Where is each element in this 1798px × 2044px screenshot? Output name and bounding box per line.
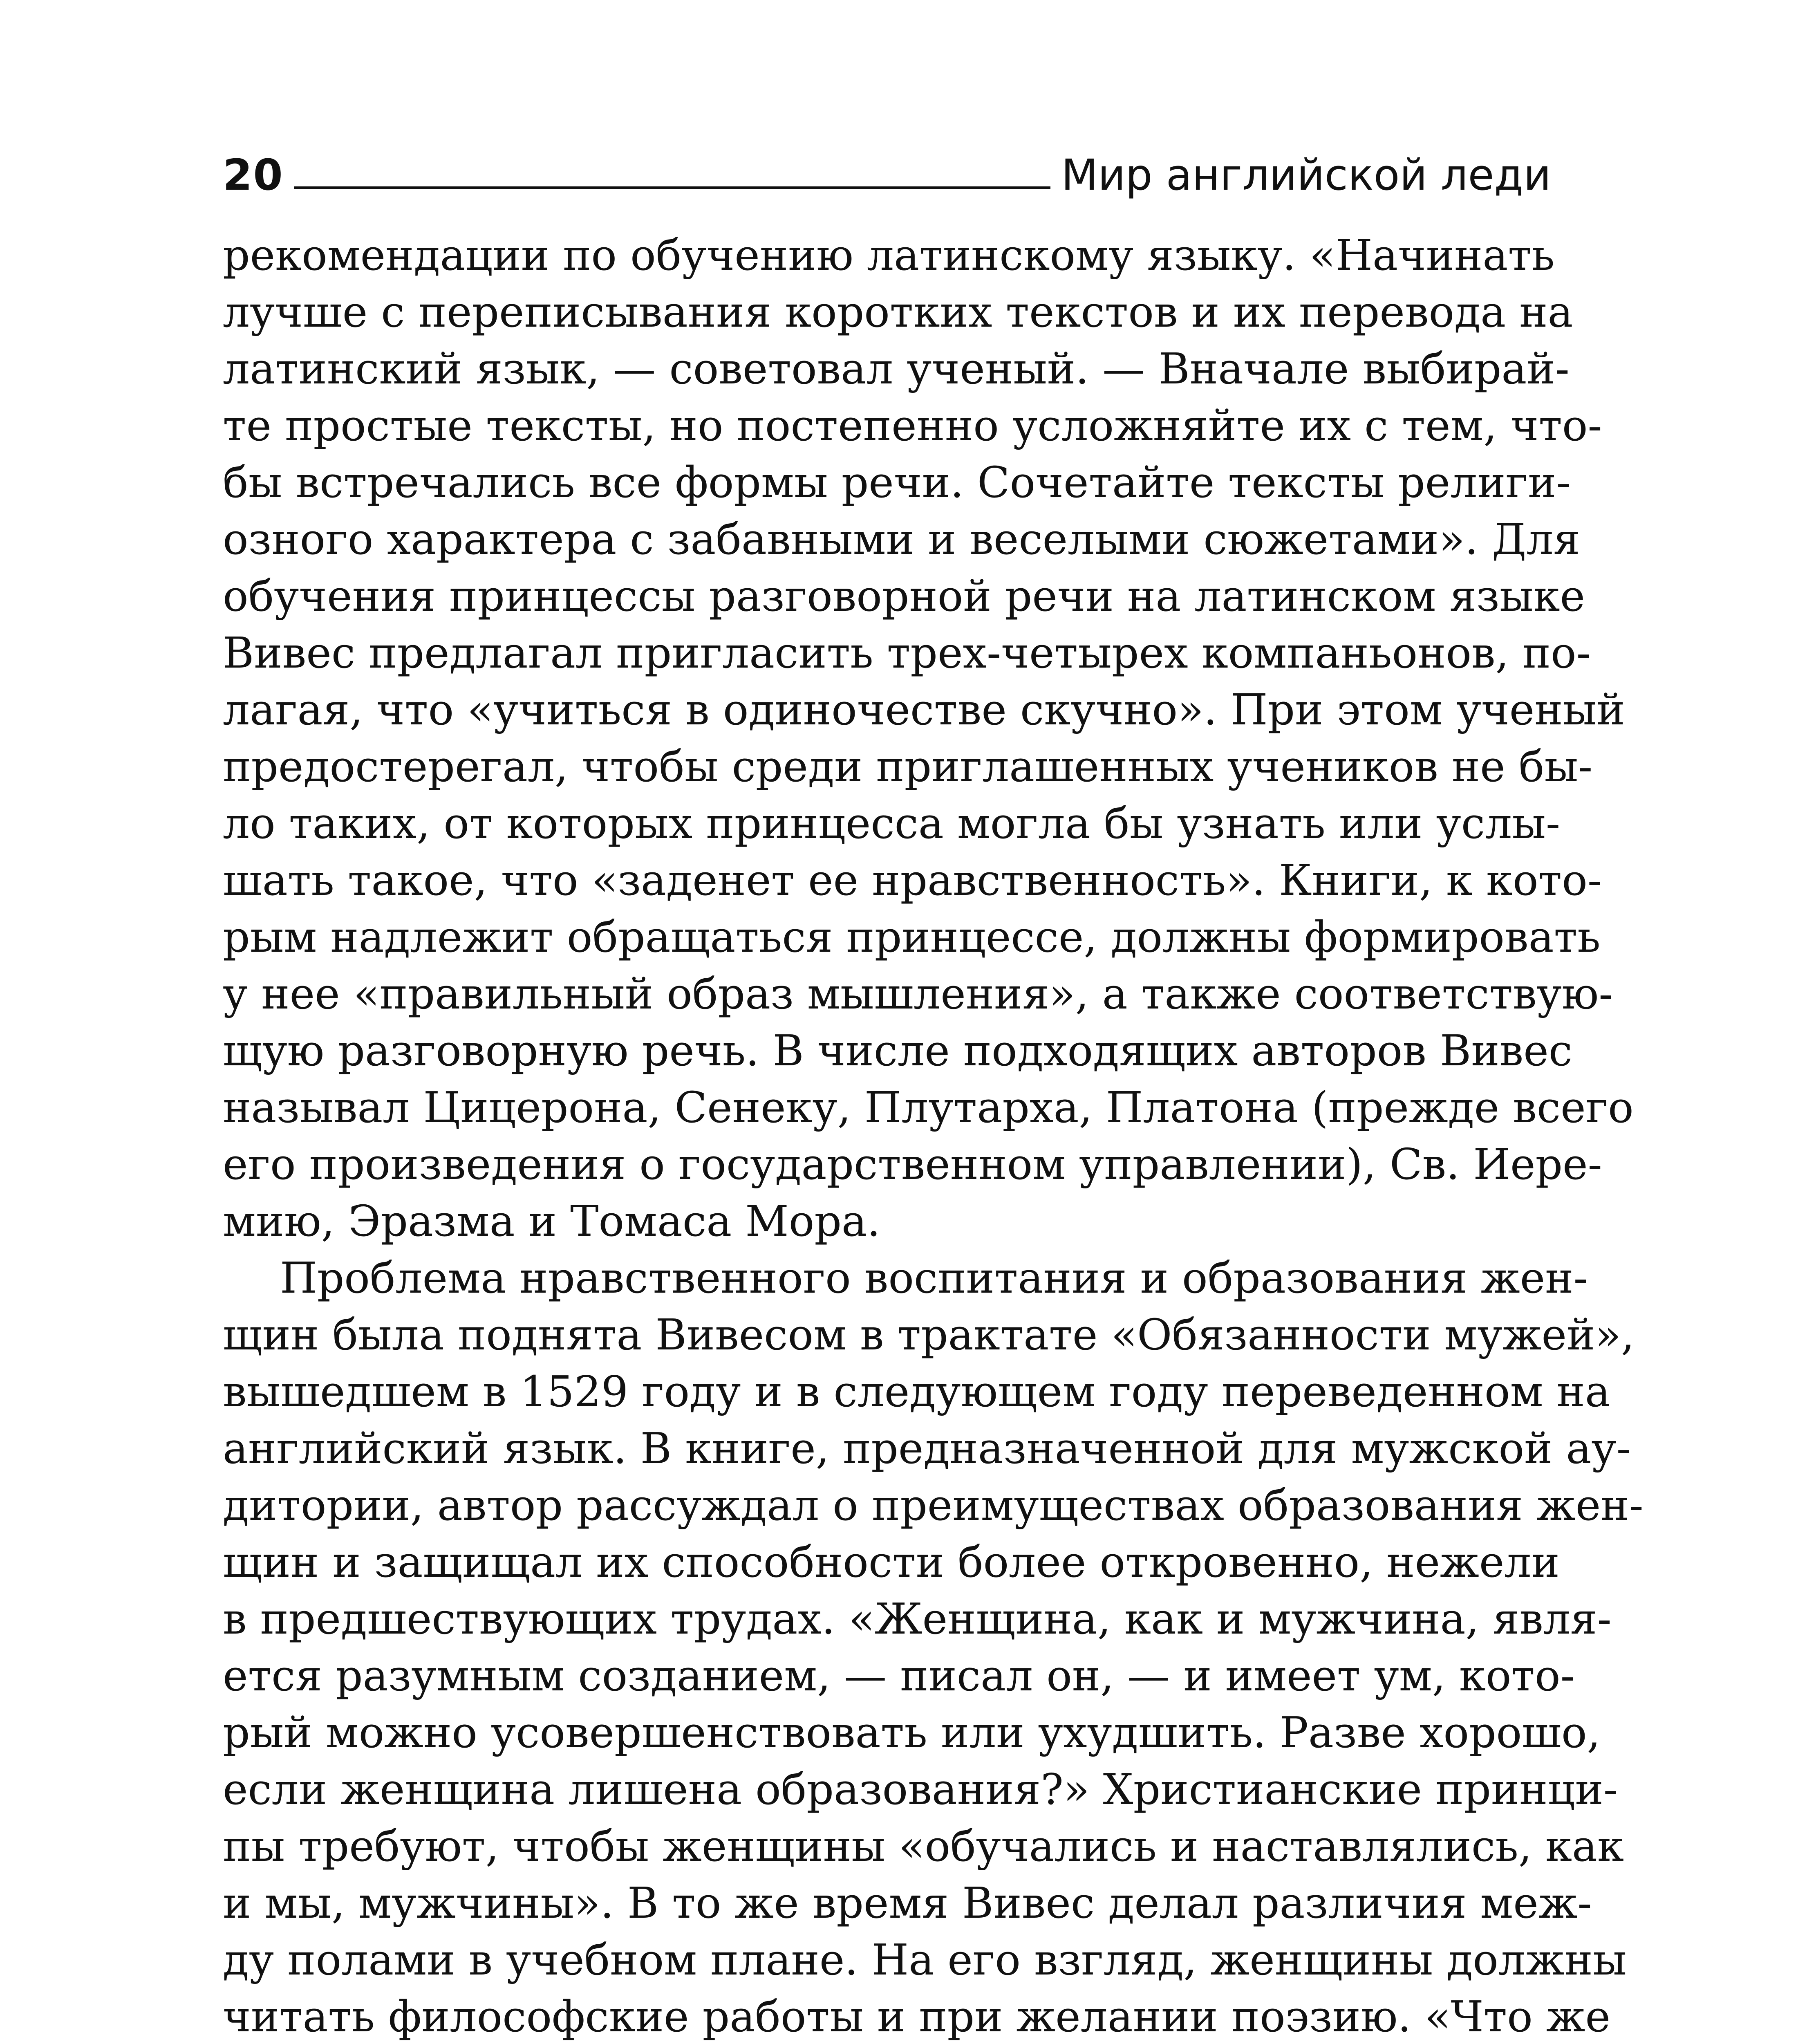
text-line: читать философские работы и при желании поэзию. «Что же	[223, 1992, 1611, 2042]
header-rule	[294, 186, 1051, 189]
text-line: те простые тексты, но постепенно усложняйте их с тем, что-	[223, 401, 1602, 450]
text-line: лагая, что «учиться в одиночестве скучно». При этом ученый	[223, 685, 1625, 735]
text-line: рый можно усовершенствовать или ухудшить. Разве хорошо,	[223, 1708, 1601, 1757]
text-line: обучения принцессы разговорной речи на латинском языке	[223, 571, 1585, 621]
paragraph	[223, 1250, 1644, 2044]
text-line: ло таких, от которых принцесса могла бы узнать или услы-	[223, 798, 1561, 848]
text-line: ется разумным созданием, — писал он, — и имеет ум, кото-	[223, 1651, 1575, 1701]
text-line: и мы, мужчины». В то же время Вивес делал различия меж-	[223, 1878, 1592, 1928]
paragraph	[223, 227, 1634, 1250]
text-line: у нее «правильный образ мышления», а также соответствую-	[223, 969, 1613, 1019]
text-line: рекомендации по обучению латинскому языку. «Начинать	[223, 230, 1555, 280]
text-line: вышедшем в 1529 году и в следующем году переведенном на	[223, 1367, 1610, 1416]
text-line: озного характера с забавными и веселыми сюжетами». Для	[223, 514, 1581, 564]
text-line: щую разговорную речь. В числе подходящих авторов Вивес	[223, 1026, 1572, 1076]
text-line: шать такое, что «заденет ее нравственность». Книги, к кото-	[223, 855, 1602, 905]
text-line: в предшествующих трудах. «Женщина, как и мужчина, явля-	[223, 1594, 1612, 1644]
text-line: называл Цицерона, Сенеку, Плутарха, Платона (прежде всего	[223, 1083, 1634, 1132]
text-line: щин была поднята Вивесом в трактате «Обязанности мужей»,	[223, 1310, 1635, 1360]
text-line: дитории, автор рассуждал о преимуществах образования жен-	[223, 1480, 1644, 1530]
text-line: ду полами в учебном плане. На его взгляд, женщины должны	[223, 1935, 1627, 1985]
text-line: щин и защищал их способности более откровенно, нежели	[223, 1537, 1560, 1587]
text-line: если женщина лишена образования?» Христианские принци-	[223, 1764, 1618, 1814]
text-line: предостерегал, чтобы среди приглашенных учеников не бы-	[223, 742, 1593, 791]
text-line: бы встречались все формы речи. Сочетайте тексты религи-	[223, 457, 1571, 507]
text-line: пы требуют, чтобы женщины «обучались и наставлялись, как	[223, 1821, 1624, 1871]
text-line: Проблема нравственного воспитания и образования жен-	[280, 1253, 1588, 1303]
text-line: его произведения о государственном управлении), Св. Иере-	[223, 1139, 1602, 1189]
running-title: Мир английской леди	[1061, 150, 1551, 200]
page-number: 20	[223, 150, 284, 200]
text-line: лучше с переписывания коротких текстов и их перевода на	[223, 287, 1573, 337]
text-line: английский язык. В книге, предназначенной для мужской ау-	[223, 1423, 1631, 1473]
body-text	[223, 227, 1644, 2044]
text-line: латинский язык, — советовал ученый. — Вначале выбирай-	[223, 344, 1570, 394]
text-line: мию, Эразма и Томаса Мора.	[223, 1196, 881, 1246]
running-head	[223, 135, 1551, 200]
text-line: Вивес предлагал пригласить трех-четырех компаньонов, по-	[223, 628, 1591, 678]
text-line: рым надлежит обращаться принцессе, должны формировать	[223, 912, 1601, 962]
